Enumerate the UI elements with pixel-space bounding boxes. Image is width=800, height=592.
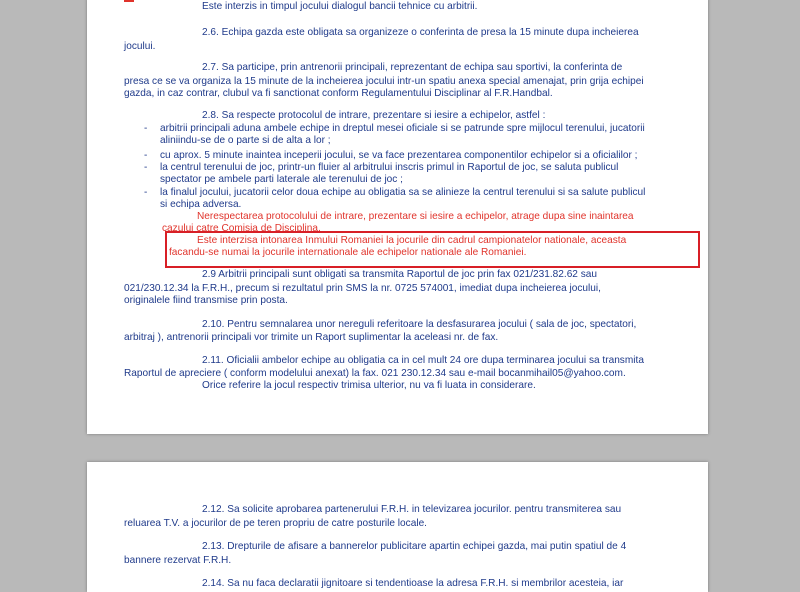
text-line: arbitrii principali aduna ambele echipe in dreptul mesei oficiale si se patrunde spre mijlocul terenului, jucatorii (160, 123, 645, 134)
bullet: - (144, 162, 148, 173)
text-line: originalele fiind transmise prin posta. (124, 295, 288, 306)
bullet: - (144, 150, 148, 161)
document-page-1 (87, 0, 708, 434)
text-line: la centrul terenului de joc, printr-un fluier al arbitrului inscris primul in Raportul de joc, se saluta publicul (160, 162, 619, 173)
text-line: la finalul jocului, jucatorii celor doua echipe au obligatia sa se alinieze la centrul terenului si sa salute publicul (160, 187, 646, 198)
text-line: si echipa adversa. (160, 199, 242, 210)
text-line: 2.9 Arbitrii principali sunt obligati sa transmita Raportul de joc prin fax 021/231.82.62 sau (202, 269, 598, 280)
text-line: 2.14. Sa nu faca declaratii jignitoare si tendentioase la adresa F.R.H. si membrilor acesteia, iar (202, 578, 624, 589)
red-text-fragment (124, 0, 134, 2)
text-line: Orice referire la jocul respectiv trimisa ulterior, nu va fi luata in considerare. (202, 380, 536, 391)
text-line: 2.6. Echipa gazda este obligata sa organizeze o conferinta de presa la 15 minute dupa incheierea (202, 27, 639, 38)
document-page-2 (87, 462, 708, 592)
text-line: reluarea T.V. a jocurilor de pe teren propriu de catre posturile locale. (124, 518, 427, 529)
text-line: 2.13. Drepturile de afisare a bannerelor publicitare apartin echipei gazda, mai putin spatiul de 4 (202, 541, 627, 552)
highlighted-text-line: Este interzisa intonarea Inmului Romaniei la jocurile din cadrul campionatelor nationale, aceasta (197, 235, 627, 246)
text-line: 2.12. Sa solicite aprobarea partenerului F.R.H. in televizarea jocurilor. pentru transmiterea sau (202, 504, 622, 515)
text-line: aliniindu-se de o parte si de alta a lor ; (160, 135, 331, 146)
text-line: 2.11. Oficialii ambelor echipe au obligatia ca in cel mult 24 ore dupa terminarea jocului sa transmita (202, 355, 644, 366)
text-line: gazda, in caz contrar, clubul va fi sanctionat conform Regulamentului Disciplinar al F.R.Handbal. (124, 88, 553, 99)
warning-text-line: Nerespectarea protocolului de intrare, prezentare si iesire a echipelor, atrage dupa sine inaintarea (197, 211, 634, 222)
bullet: - (144, 187, 148, 198)
text-line: 021/230.12.34 la F.R.H., precum si rezultatul prin SMS la nr. 0725 574001, imediat dupa incheierea jocului, (124, 283, 601, 294)
text-line: Este interzis in timpul jocului dialogul bancii tehnice cu arbitrii. (202, 1, 478, 12)
text-line: arbitraj ), antrenorii principali vor trimite un Raport suplimentar la aceleasi nr. de fax. (124, 332, 499, 343)
bullet: - (144, 123, 148, 134)
text-line: jocului. (124, 41, 156, 52)
text-line: Raportul de apreciere ( conform modelului anexat) la fax. 021 230.12.34 sau e-mail bocanmihail05@yahoo.com. (124, 368, 626, 379)
text-line: bannere rezervat F.R.H. (124, 555, 232, 566)
text-line: cu aprox. 5 minute inaintea inceperii jocului, se va face prezentarea componentilor echipelor si a oficialilor ; (160, 150, 638, 161)
text-line: 2.10. Pentru semnalarea unor nereguli referitoare la desfasurarea jocului ( sala de joc, spectatori, (202, 319, 637, 330)
text-line: spectator pe ambele parti laterale ale terenului de joc ; (160, 174, 403, 185)
highlighted-text-line: facandu-se numai la jocurile internationale ale echipelor nationale ale Romaniei. (169, 247, 527, 258)
text-line: presa ce se va organiza la 15 minute de la incheierea jocului intr-un spatiu anexa special amenajat, prin grija echipei (124, 76, 644, 87)
text-line: 2.7. Sa participe, prin antrenorii principali, reprezentant de echipa sau sportivi, la conferinta de (202, 62, 623, 73)
text-line: 2.8. Sa respecte protocolul de intrare, prezentare si iesire a echipelor, astfel : (202, 110, 546, 121)
warning-text-line: cazului catre Comisia de Disciplina. (162, 223, 321, 234)
